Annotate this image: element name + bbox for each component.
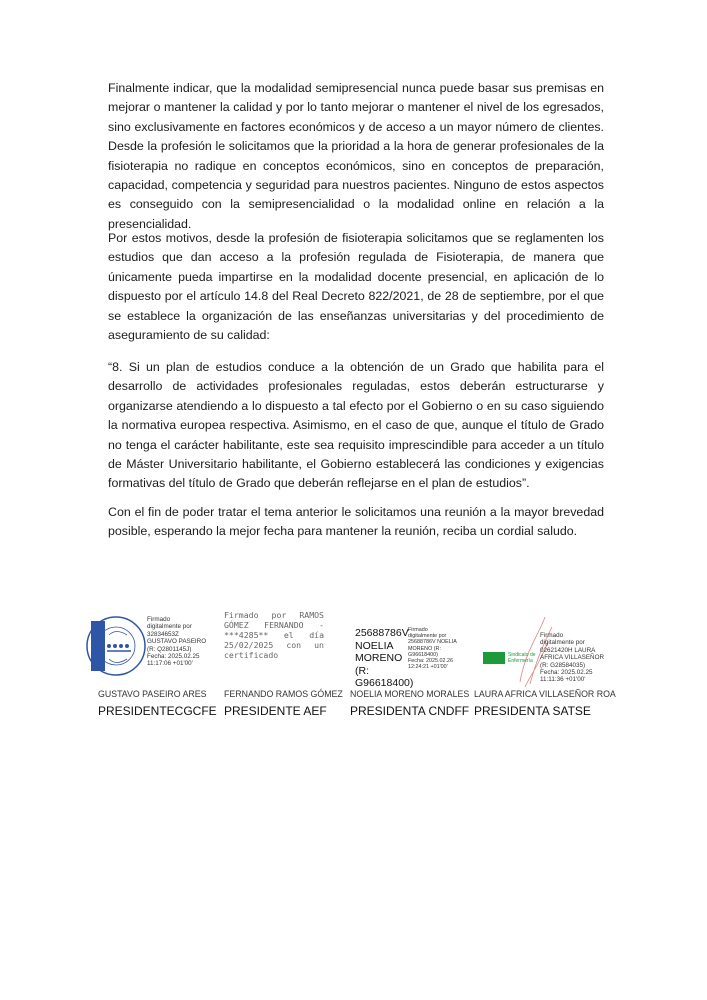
signer-role: PRESIDENTA CNDFF <box>350 704 470 718</box>
signer-name: NOELIA MORENO MORALES <box>350 689 470 699</box>
signature-stamp-large: 25688786V NOELIA MORENO (R: G96618400) <box>355 627 414 689</box>
satse-logo-text: Sindicato de Enfermería <box>508 652 536 664</box>
signer-name: FERNANDO RAMOS GÓMEZ <box>224 689 343 699</box>
signer-role: PRESIDENTE AEF <box>224 704 327 718</box>
paragraph-legal-quote: “8. Si un plan de estudios conduce a la obtención de un Grado que habilita para el desarrollo de actividades profesionales reguladas, estos deberán estructurarse y organizarse atendiendo a lo dispuesto a tal efecto por el Gobierno o en su caso siguiendo la normativa europea respectiva. Asimismo, en el caso de que, aunque el título de Grado no tenga el carácter habilitante, este sea requisito imprescindible para acceder a un título de Máster Universitario habilitante, el Gobierno establecerá las condiciones y exigencias formativas del título de Grado que deberán reflejarse en el plan de estudios”. <box>108 360 604 491</box>
signer-name: GUSTAVO PASEIRO ARES <box>98 689 207 699</box>
paragraph-request: Por estos motivos, desde la profesión de fisioterapia solicitamos que se reglamenten los estudios que dan acceso a la profesión regulada de Fisioterapia, de manera que únicamente pueda impartirse en la modalidad docente presencial, en aplicación de lo dispuesto por el artículo 14.8 del Real Decreto 822/2021, de 28 de septiembre, por el que se establece la organización de las enseñanzas universitarias y del procedimiento de aseguramiento de su calidad: <box>108 231 604 343</box>
signature-stamp-text: Firmado digitalmente por 02621420H LAURA AFRICA VILLASEÑOR (R: G28584035) Fecha: 2025.02.25 11:11:36 +01'00' <box>540 632 605 684</box>
signer-role: PRESIDENTECGCFE <box>98 704 217 718</box>
signature-block-satse <box>480 612 605 692</box>
cgcfe-seal-logo <box>85 615 147 677</box>
paragraph-closing: Con el fin de poder tratar el tema anterior le solicitamos una reunión a la mayor brevedad posible, esperando la mejor fecha para mantener la reunión, reciba un cordial saludo. <box>108 505 604 539</box>
signer-name: LAURA AFRICA VILLASEÑOR ROA <box>474 689 616 699</box>
signature-stamp-text: Firmado digitalmente por 25688786V NOELIA MORENO (R: G96618400) Fecha: 2025.02.26 12:24:21 +01'00' <box>408 627 457 671</box>
paragraph-conclusion: Finalmente indicar, que la modalidad semipresencial nunca puede basar sus premisas en mejorar o mantener la calidad y por lo tanto mejorar o mantener el nivel de los egresados, sino exclusivamente en factores económicos y de acceso a un mayor número de clientes. Desde la profesión le solicitamos que la prioridad a la hora de generar profesionales de la fisioterapia no radique en conceptos económicos, sino en conceptos de preparación, capacidad, competencia y seguridad para nuestros pacientes. Ninguno de estos aspectos es conseguido con la semipresencialidad o la modalidad online en relación a la presencialidad. <box>108 81 604 231</box>
signature-stamp-text: Firmado digitalmente por 32834653Z GUSTAVO PASEIRO (R: Q2801145J) Fecha: 2025.02.25 11:17:06 +01'00' <box>147 616 207 668</box>
signer-role: PRESIDENTA SATSE <box>474 704 591 718</box>
signature-stamp-text: Firmado por RAMOS GÓMEZ FERNANDO - ***4285** el día 25/02/2025 con un certificado <box>224 610 324 660</box>
